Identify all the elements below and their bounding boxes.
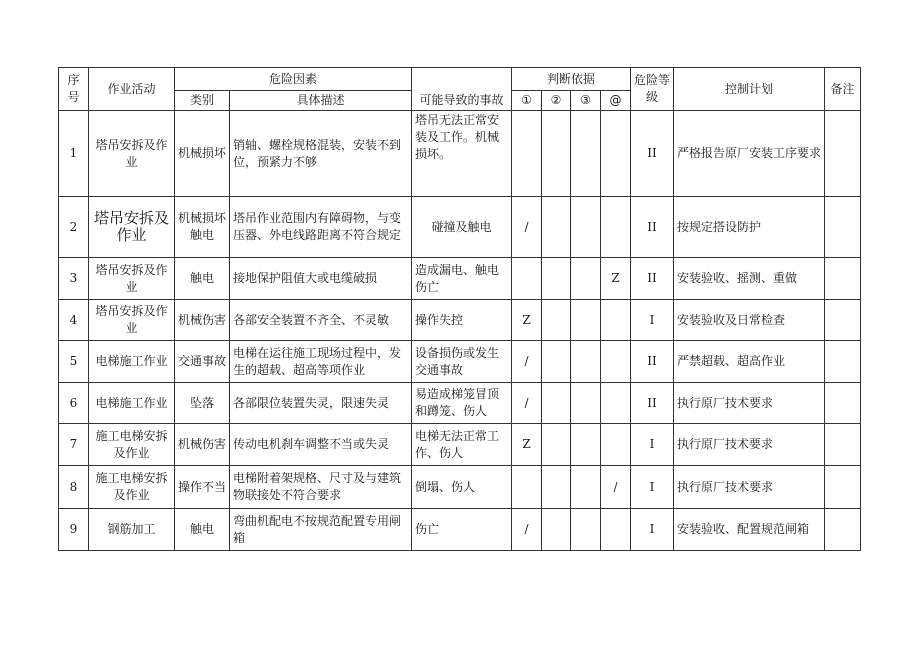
row-no: 4 bbox=[59, 300, 89, 341]
header-basis-3: ③ bbox=[571, 91, 601, 111]
row-description: 销轴、螺栓规格混装，安装不到位，预紧力不够 bbox=[230, 111, 412, 197]
row-accident: 伤亡 bbox=[412, 509, 512, 551]
row-basis-3 bbox=[571, 341, 601, 383]
row-accident: 操作失控 bbox=[412, 300, 512, 341]
row-level: II bbox=[631, 111, 674, 197]
table-row bbox=[59, 300, 861, 341]
row-basis-2 bbox=[542, 424, 571, 466]
row-no: 9 bbox=[59, 509, 89, 551]
row-description: 接地保护阻值大或电缆破损 bbox=[230, 258, 412, 300]
row-basis-1: Z bbox=[512, 424, 542, 466]
row-activity: 塔吊安拆及作业 bbox=[89, 111, 175, 197]
header-plan: 控制计划 bbox=[674, 68, 825, 111]
row-level: I bbox=[631, 466, 674, 509]
row-remark bbox=[825, 258, 861, 300]
row-basis-2 bbox=[542, 258, 571, 300]
row-basis-3 bbox=[571, 258, 601, 300]
row-plan: 执行原厂技术要求 bbox=[674, 383, 825, 424]
row-basis-4: Z bbox=[601, 258, 631, 300]
row-no: 6 bbox=[59, 383, 89, 424]
row-level: I bbox=[631, 424, 674, 466]
row-category: 触电 bbox=[175, 258, 230, 300]
row-basis-4 bbox=[601, 300, 631, 341]
table-row bbox=[59, 466, 861, 509]
row-basis-3 bbox=[571, 197, 601, 258]
table-row bbox=[59, 111, 861, 197]
row-accident: 易造成梯笼冒顶和蹲笼、伤人 bbox=[412, 383, 512, 424]
header-basis-2: ② bbox=[542, 91, 571, 111]
row-remark bbox=[825, 466, 861, 509]
row-basis-2 bbox=[542, 341, 571, 383]
row-accident: 造成漏电、触电伤亡 bbox=[412, 258, 512, 300]
row-remark bbox=[825, 424, 861, 466]
header-basis-1: ① bbox=[512, 91, 542, 111]
row-basis-4 bbox=[601, 383, 631, 424]
row-basis-3 bbox=[571, 111, 601, 197]
row-accident: 设备损伤或发生交通事故 bbox=[412, 341, 512, 383]
row-activity: 塔吊安拆及作业 bbox=[89, 197, 175, 258]
row-basis-4 bbox=[601, 197, 631, 258]
row-basis-1 bbox=[512, 466, 542, 509]
row-plan: 安装验收及日常检查 bbox=[674, 300, 825, 341]
row-remark bbox=[825, 509, 861, 551]
row-level: II bbox=[631, 341, 674, 383]
table-row bbox=[59, 383, 861, 424]
row-accident: 倒塌、伤人 bbox=[412, 466, 512, 509]
header-activity: 作业活动 bbox=[89, 68, 175, 111]
row-activity: 钢筋加工 bbox=[89, 509, 175, 551]
row-no: 5 bbox=[59, 341, 89, 383]
row-basis-3 bbox=[571, 509, 601, 551]
row-basis-2 bbox=[542, 300, 571, 341]
row-category: 坠落 bbox=[175, 383, 230, 424]
row-plan: 执行原厂技术要求 bbox=[674, 424, 825, 466]
row-level: II bbox=[631, 197, 674, 258]
table-row bbox=[59, 197, 861, 258]
row-basis-1: / bbox=[512, 197, 542, 258]
row-description: 各部安全装置不齐全、不灵敏 bbox=[230, 300, 412, 341]
row-basis-2 bbox=[542, 111, 571, 197]
row-basis-3 bbox=[571, 300, 601, 341]
row-description: 塔吊作业范围内有障碍物，与变压器、外电线路距离不符合规定 bbox=[230, 197, 412, 258]
row-basis-4 bbox=[601, 111, 631, 197]
row-category: 操作不当 bbox=[175, 466, 230, 509]
row-no: 8 bbox=[59, 466, 89, 509]
row-level: II bbox=[631, 258, 674, 300]
row-no: 1 bbox=[59, 111, 89, 197]
row-basis-2 bbox=[542, 383, 571, 424]
row-category: 机械伤害 bbox=[175, 424, 230, 466]
row-remark bbox=[825, 197, 861, 258]
row-basis-4: / bbox=[601, 466, 631, 509]
row-no: 2 bbox=[59, 197, 89, 258]
row-level: II bbox=[631, 383, 674, 424]
row-no: 3 bbox=[59, 258, 89, 300]
row-accident: 碰撞及触电 bbox=[412, 197, 512, 258]
row-level: I bbox=[631, 509, 674, 551]
header-accident: 可能导致的事故 bbox=[412, 68, 512, 111]
header-level: 危险等级 bbox=[631, 68, 674, 111]
row-remark bbox=[825, 341, 861, 383]
row-plan: 按规定搭设防护 bbox=[674, 197, 825, 258]
row-no: 7 bbox=[59, 424, 89, 466]
row-plan: 严格报告原厂安装工序要求 bbox=[674, 111, 825, 197]
header-category: 类别 bbox=[175, 91, 230, 111]
table-row bbox=[59, 258, 861, 300]
row-description: 各部限位装置失灵，限速失灵 bbox=[230, 383, 412, 424]
row-basis-1: / bbox=[512, 341, 542, 383]
row-description: 电梯附着架规格、尺寸及与建筑物联接处不符合要求 bbox=[230, 466, 412, 509]
header-hazard: 危险因素 bbox=[175, 68, 412, 91]
row-basis-3 bbox=[571, 466, 601, 509]
row-basis-4 bbox=[601, 509, 631, 551]
row-activity: 施工电梯安拆及作业 bbox=[89, 466, 175, 509]
row-activity: 塔吊安拆及作业 bbox=[89, 258, 175, 300]
row-activity: 塔吊安拆及作业 bbox=[89, 300, 175, 341]
row-activity: 施工电梯安拆及作业 bbox=[89, 424, 175, 466]
row-description: 电梯在运往施工现场过程中，发生的超载、超高等项作业 bbox=[230, 341, 412, 383]
row-activity: 电梯施工作业 bbox=[89, 383, 175, 424]
row-remark bbox=[825, 300, 861, 341]
row-category: 触电 bbox=[175, 509, 230, 551]
row-basis-4 bbox=[601, 424, 631, 466]
table-row bbox=[59, 341, 861, 383]
header-remark: 备注 bbox=[825, 68, 861, 111]
row-category: 机械损坏触电 bbox=[175, 197, 230, 258]
row-plan: 执行原厂技术要求 bbox=[674, 466, 825, 509]
header-basis-4: @ bbox=[601, 91, 631, 111]
table-row bbox=[59, 424, 861, 466]
row-activity: 电梯施工作业 bbox=[89, 341, 175, 383]
row-remark bbox=[825, 111, 861, 197]
row-basis-1: / bbox=[512, 383, 542, 424]
row-accident: 塔吊无法正常安装及工作。机械损坏。 bbox=[412, 111, 512, 197]
row-level: I bbox=[631, 300, 674, 341]
row-accident: 电梯无法正常工作、伤人 bbox=[412, 424, 512, 466]
row-basis-3 bbox=[571, 424, 601, 466]
row-category: 交通事故 bbox=[175, 341, 230, 383]
header-seq: 序号 bbox=[59, 68, 89, 111]
hazard-table bbox=[58, 67, 861, 551]
row-basis-2 bbox=[542, 466, 571, 509]
table-row bbox=[59, 509, 861, 551]
row-basis-3 bbox=[571, 383, 601, 424]
row-category: 机械损坏 bbox=[175, 111, 230, 197]
row-description: 弯曲机配电不按规范配置专用闸箱 bbox=[230, 509, 412, 551]
row-description: 传动电机刹车调整不当或失灵 bbox=[230, 424, 412, 466]
header-row-1 bbox=[59, 68, 861, 91]
row-basis-1: / bbox=[512, 509, 542, 551]
row-basis-1 bbox=[512, 111, 542, 197]
row-basis-1 bbox=[512, 258, 542, 300]
row-basis-4 bbox=[601, 341, 631, 383]
row-remark bbox=[825, 383, 861, 424]
header-description: 具体描述 bbox=[230, 91, 412, 111]
row-plan: 安装验收、配置规范闸箱 bbox=[674, 509, 825, 551]
row-category: 机械伤害 bbox=[175, 300, 230, 341]
row-basis-2 bbox=[542, 509, 571, 551]
row-plan: 严禁超载、超高作业 bbox=[674, 341, 825, 383]
row-plan: 安装验收、摇测、重做 bbox=[674, 258, 825, 300]
row-basis-1: Z bbox=[512, 300, 542, 341]
header-basis: 判断依据 bbox=[512, 68, 631, 91]
row-basis-2 bbox=[542, 197, 571, 258]
